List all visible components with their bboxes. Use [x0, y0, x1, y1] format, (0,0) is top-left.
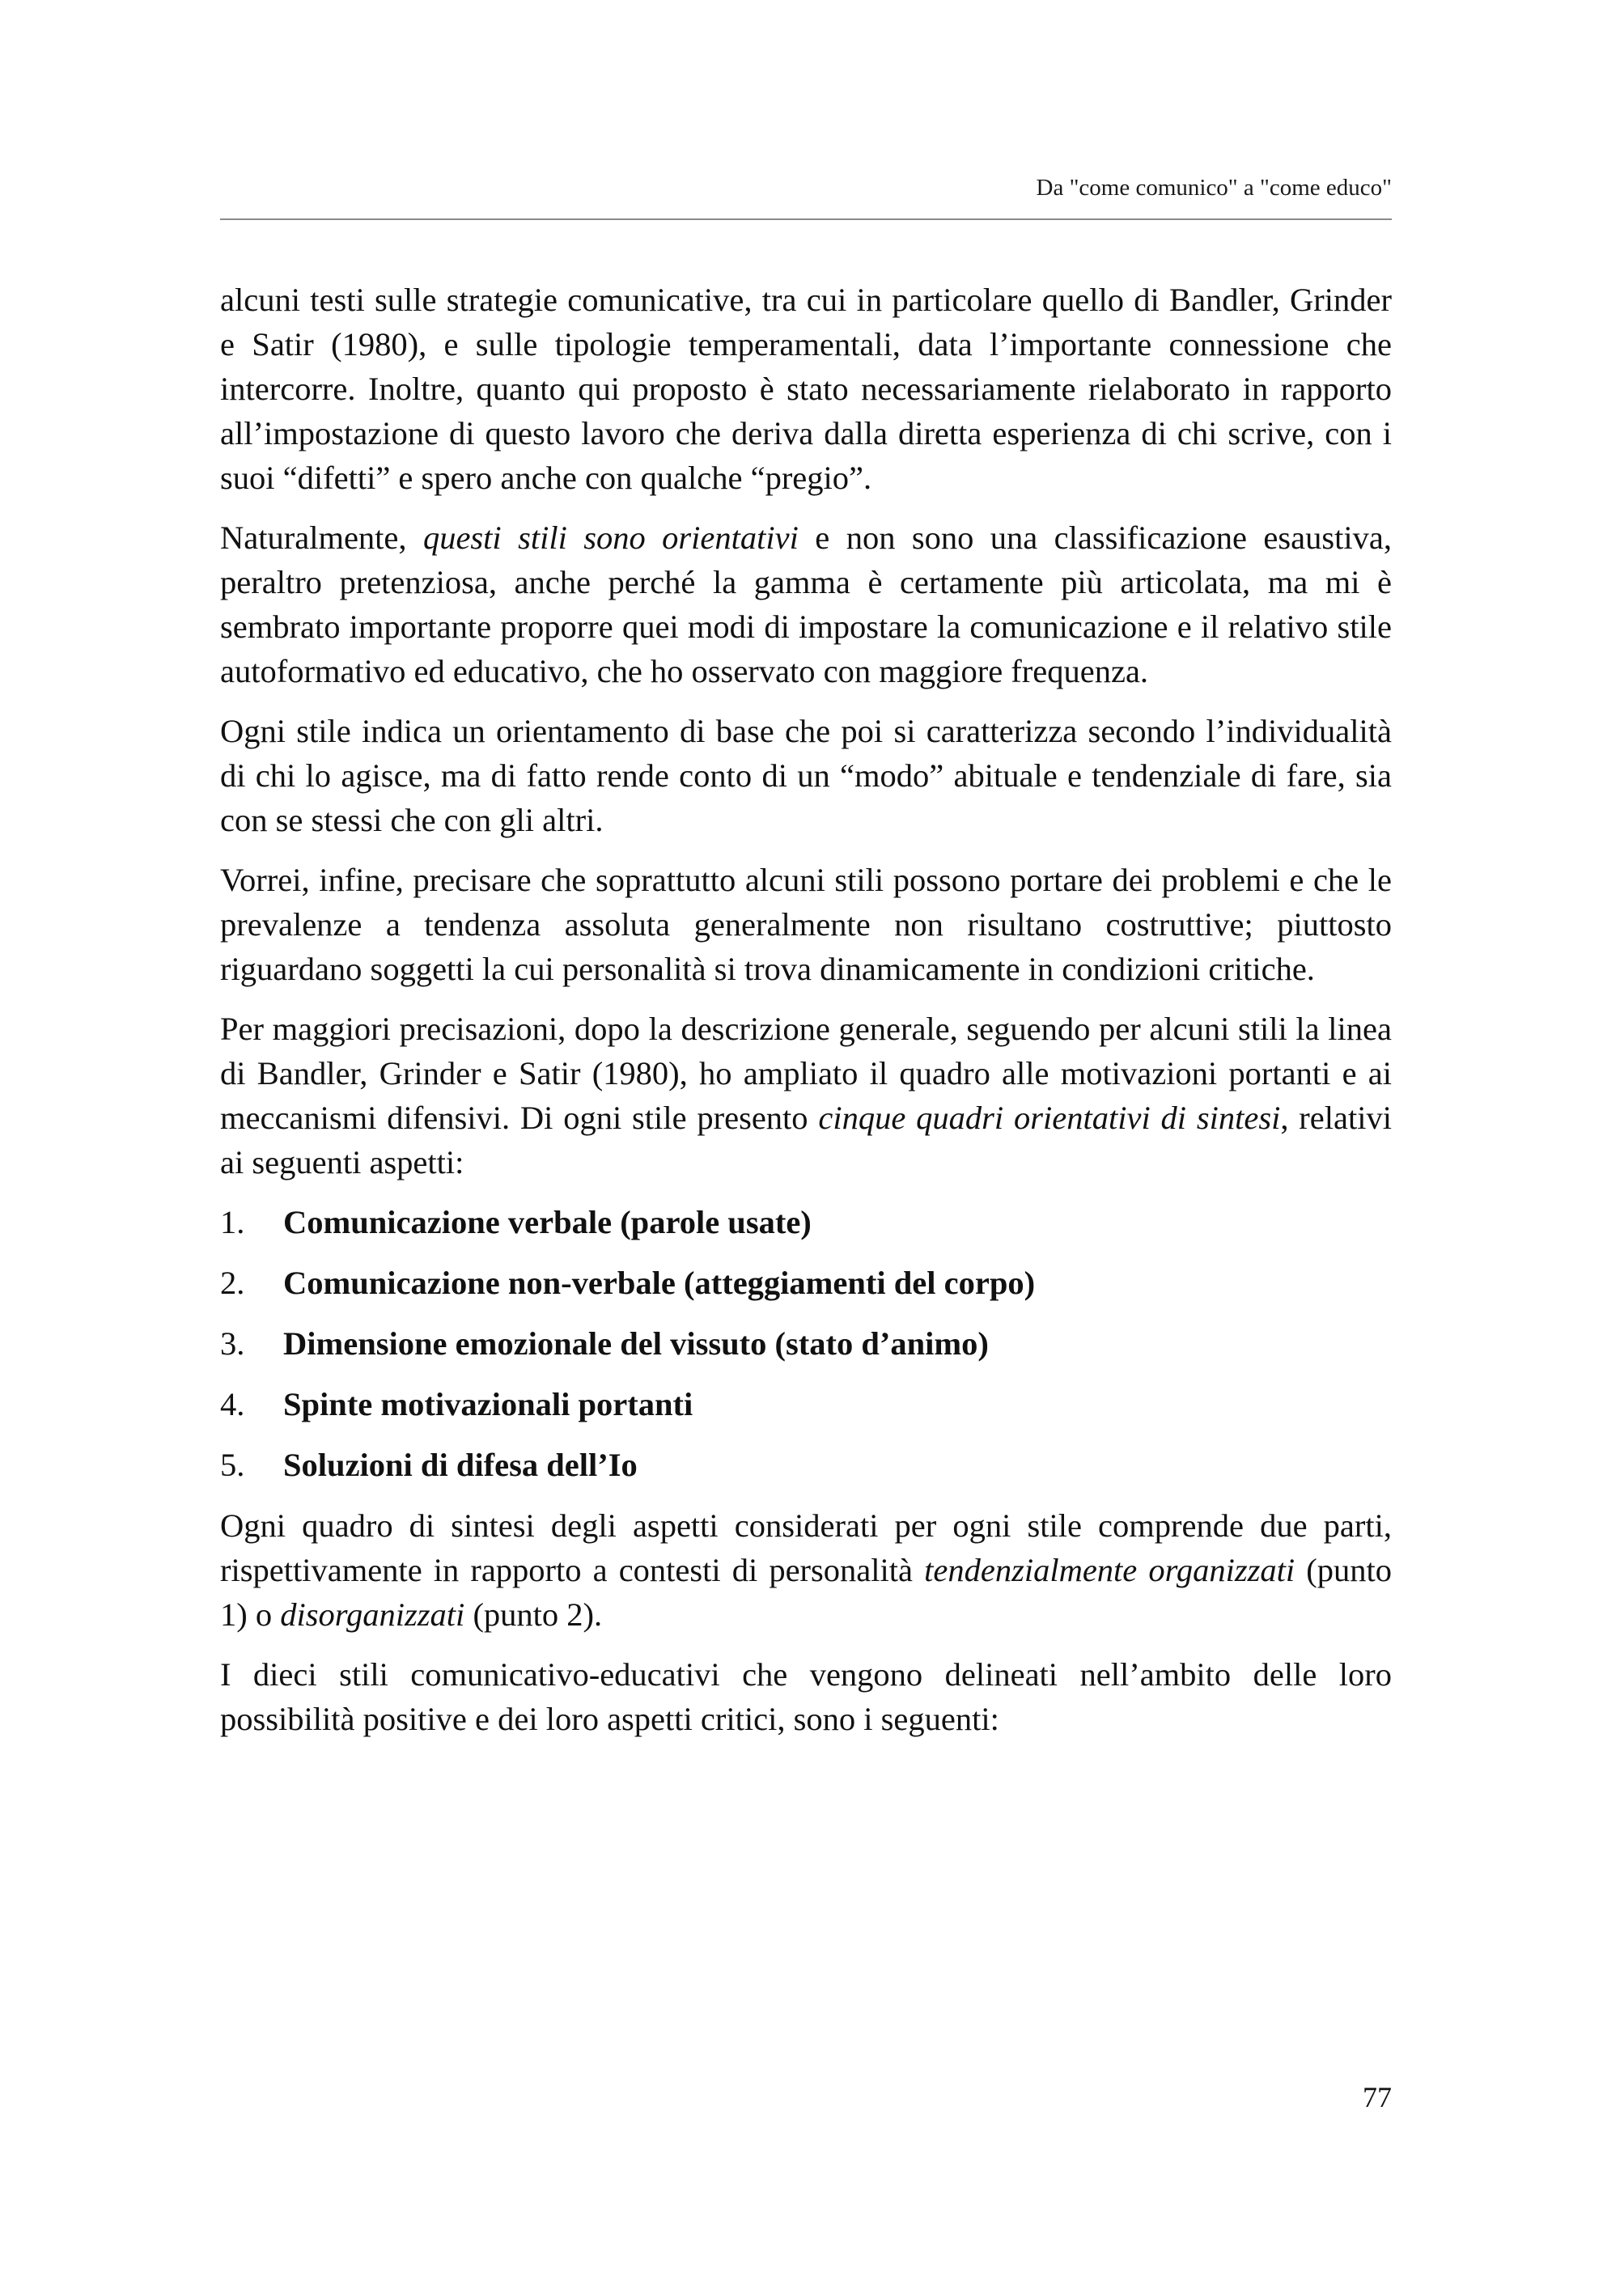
list-item-label: Comunicazione non-verbale (atteggiamenti del corpo) [283, 1265, 1036, 1301]
paragraph-2 [220, 515, 1392, 693]
page-number: 77 [1363, 2081, 1392, 2113]
aspects-list-item [220, 1443, 1392, 1487]
paragraph-text: alcuni testi sulle strategie comunicative, tra cui in particolare quello di Bandler, Grinder e Satir (1980), e sulle tipologie temperamentali, data l’importante connessione che intercorre. Inoltre, quanto qui proposto è stato necessariamente rielaborato in rapporto all’impostazione di questo lavoro che deriva dalla diretta esperienza di chi scrive, con i suoi “difetti” e spero anche con qualche “pregio”. [220, 282, 1392, 496]
list-number: 3. [220, 1325, 245, 1362]
paragraph-text: Per maggiori precisazioni, dopo la descrizione generale, seguendo per alcuni stili la linea di Bandler, Grinder e Satir (1980), ho ampliato il quadro alle motivazioni portanti e ai meccanismi difensivi. Di ogni stile presento [220, 1011, 1392, 1136]
italic-emphasis: questi stili sono orientativi [422, 519, 799, 556]
paragraph-1 [220, 278, 1392, 500]
running-header-title: Da "come comunico" a "come educo" [1036, 175, 1392, 201]
paragraph-7 [220, 1652, 1392, 1741]
list-number: 1. [220, 1204, 245, 1240]
italic-emphasis: cinque quadri orientativi di sintesi [818, 1100, 1281, 1136]
paragraph-text: (punto 2). [464, 1596, 603, 1633]
list-item-label: Soluzioni di difesa dell’Io [283, 1447, 638, 1483]
list-number: 4. [220, 1386, 245, 1422]
paragraph-text: e non sono una classificazione esaustiva, peraltro pretenziosa, anche perché la gamma è certamente più articolata, ma mi è sembrato importante proporre quei modi di impostare la comunicazione e il relativo stile autoformativo ed educativo, che ho osservato con maggiore frequenza. [220, 519, 1392, 689]
paragraph-6 [220, 1503, 1392, 1637]
list-item-label: Dimensione emozionale del vissuto (stato d’animo) [283, 1325, 989, 1362]
aspects-list-item [220, 1321, 1392, 1366]
paragraph-4 [220, 858, 1392, 991]
paragraph-3 [220, 709, 1392, 842]
page-body [220, 278, 1392, 1757]
list-number: 2. [220, 1265, 245, 1301]
paragraph-text: I dieci stili comunicativo-educativi che vengono delineati nell’ambito delle loro possibilità positive e dei loro aspetti critici, sono i seguenti: [220, 1656, 1392, 1737]
list-number: 5. [220, 1447, 245, 1483]
paragraph-text: Vorrei, infine, precisare che soprattutto alcuni stili possono portare dei problemi e che le prevalenze a tendenza assoluta generalmente non risultano costruttive; piuttosto riguardano soggetti la cui personalità si trova dinamicamente in condizioni critiche. [220, 862, 1392, 987]
paragraph-text: Naturalmente, [220, 519, 423, 556]
list-item-label: Comunicazione verbale (parole usate) [283, 1204, 812, 1240]
aspects-list-item [220, 1382, 1392, 1426]
italic-emphasis: tendenzialmente organizzati [924, 1552, 1295, 1588]
italic-emphasis: disorganizzati [280, 1596, 465, 1633]
paragraph-text: Ogni quadro di sintesi degli aspetti considerati per ogni stile comprende due parti, rispettivamente in rapporto a contesti di personalità [220, 1507, 1392, 1588]
paragraph-text: (punto 1) o [220, 1552, 1392, 1633]
header-divider [220, 218, 1392, 220]
aspects-list-item [220, 1200, 1392, 1244]
paragraph-5 [220, 1007, 1392, 1185]
list-item-label: Spinte motivazionali portanti [283, 1386, 693, 1422]
aspects-list-item [220, 1261, 1392, 1305]
paragraph-text: Ogni stile indica un orientamento di base che poi si caratterizza secondo l’individualità di chi lo agisce, ma di fatto rende conto di un “modo” abituale e tendenziale di fare, sia con se stessi che con gli altri. [220, 713, 1392, 838]
aspects-list [220, 1200, 1392, 1487]
paragraph-text: , relativi ai seguenti aspetti: [220, 1100, 1392, 1180]
